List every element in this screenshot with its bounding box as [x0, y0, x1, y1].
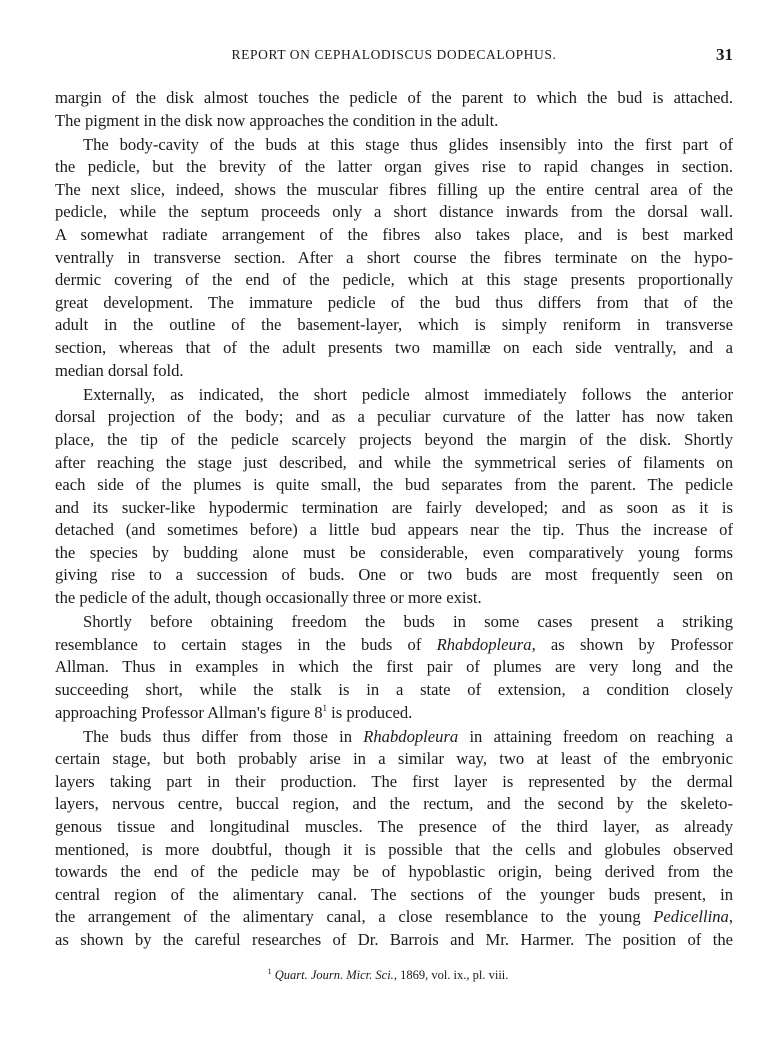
- text-line: dermic covering of the end of the pedicle, which at this stage presents proportionally: [55, 270, 733, 290]
- body-text: [55, 87, 733, 953]
- paragraph: [55, 134, 733, 383]
- text-line: The next slice, indeed, shows the muscular fibres filling up the entire central area of the: [55, 179, 733, 199]
- paragraph: [55, 384, 733, 610]
- text-line: and its sucker-like hypodermic termination are fairly developed; and as soon as it is: [55, 497, 733, 517]
- text-line: mentioned, is more doubtful, though it is possible that the cells and globules observed: [55, 839, 733, 859]
- text-line: detached (and sometimes before) a little bud appears near the tip. Thus the increase of: [55, 520, 733, 540]
- text-line: layers taking part in their production. The first layer is represented by the dermal: [55, 771, 733, 791]
- text-line: great development. The immature pedicle of the bud thus differs from that of the: [55, 292, 733, 312]
- text-line: section, whereas that of the adult presents two mamillæ on each side ventrally, and a: [55, 338, 733, 358]
- text-line: dorsal projection of the body; and as a peculiar curvature of the latter has now taken: [55, 407, 733, 427]
- text-line: the pedicle of the adult, though occasionally three or more exist.: [55, 588, 482, 608]
- text-line: resemblance to certain stages in the buds of Rhabdopleura, as shown by Professor: [55, 634, 734, 654]
- footnote-reference[interactable]: 1: [322, 702, 328, 713]
- text-line: the arrangement of the alimentary canal, a close resemblance to the young Pedicellina,: [55, 907, 733, 927]
- text-line: place, the tip of the pedicle scarcely projects beyond the margin of the disk. Shortly: [55, 429, 733, 449]
- text-line: approaching Professor Allman's figure $8^1$ is produced.: [55, 702, 413, 722]
- italic-taxon: Rhabdopleura: [363, 726, 459, 746]
- text-line: each side of the plumes is quite small, the bud separates from the parent. The pedicle: [55, 475, 733, 495]
- page-number: 31: [716, 45, 733, 64]
- text-line: central region of the alimentary canal. The sections of the younger buds present, in: [55, 884, 733, 904]
- text-line: the species by budding alone must be considerable, even comparatively young forms: [55, 542, 733, 562]
- text-line: towards the end of the pedicle may be of hypoblastic origin, being derived from the: [55, 862, 733, 882]
- text-line: The pigment in the disk now approaches the condition in the adult.: [55, 110, 499, 130]
- text-line: after reaching the stage just described, and while the symmetrical series of filaments on: [55, 452, 733, 472]
- text-line: pedicle, while the septum proceeds only a short distance inwards from the dorsal wall.: [55, 202, 733, 222]
- text-line: Allman. Thus in examples in which the first pair of plumes are very long and the: [55, 657, 733, 677]
- text-line: A somewhat radiate arrangement of the fibres also takes place, and is best marked: [55, 225, 733, 245]
- footnote-marker: 1: [267, 967, 272, 976]
- text-line: as shown by the careful researches of Dr. Barrois and Mr. Harmer. The position of the: [55, 929, 733, 949]
- text-line: succeeding short, while the stalk is in a state of extension, a condition closely: [55, 679, 733, 699]
- footnote-citation-journal: Quart. Journ. Micr. Sci.: [274, 968, 394, 982]
- text-line: The buds thus differ from those in Rhabdopleura in attaining freedom on reaching a: [83, 726, 733, 746]
- italic-taxon: Pedicellina: [653, 907, 729, 927]
- text-line: the pedicle, but the brevity of the latter organ gives rise to rapid changes in section.: [55, 157, 733, 177]
- text-line: giving rise to a succession of buds. One or two buds are most frequently seen on: [55, 565, 733, 585]
- text-line: certain stage, but both probably arise in a similar way, two at least of the embryonic: [55, 749, 733, 769]
- footnote: [0, 968, 776, 983]
- paragraph: [55, 726, 733, 952]
- text-line: margin of the disk almost touches the pedicle of the parent to which the bud is attached.: [55, 88, 733, 107]
- text-line: adult in the outline of the basement-layer, which is simply reniform in transverse: [55, 315, 733, 335]
- text-line: Externally, as indicated, the short pedicle almost immediately follows the anterior: [83, 384, 733, 404]
- text-line: Shortly before obtaining freedom the buds in some cases present a striking: [83, 612, 733, 632]
- footnote-citation-details: , 1869, vol. ix., pl. viii.: [393, 968, 509, 982]
- paragraph: [55, 87, 733, 132]
- text-line: genous tissue and longitudinal muscles. The presence of the third layer, as already: [55, 817, 733, 836]
- text-line: median dorsal fold.: [55, 360, 184, 380]
- text-line: layers, nervous centre, buccal region, and the rectum, and the second by the skeleto-: [55, 794, 733, 814]
- italic-taxon: Rhabdopleura: [436, 634, 532, 654]
- paragraph: [55, 611, 733, 724]
- text-line: ventrally in transverse section. After a short course the fibres terminate on the hypo-: [55, 247, 733, 267]
- running-head: [55, 45, 733, 65]
- text-line: The body-cavity of the buds at this stage thus glides insensibly into the first part of: [83, 134, 733, 154]
- running-title: REPORT ON CEPHALODISCUS DODECALOPHUS.: [231, 47, 557, 62]
